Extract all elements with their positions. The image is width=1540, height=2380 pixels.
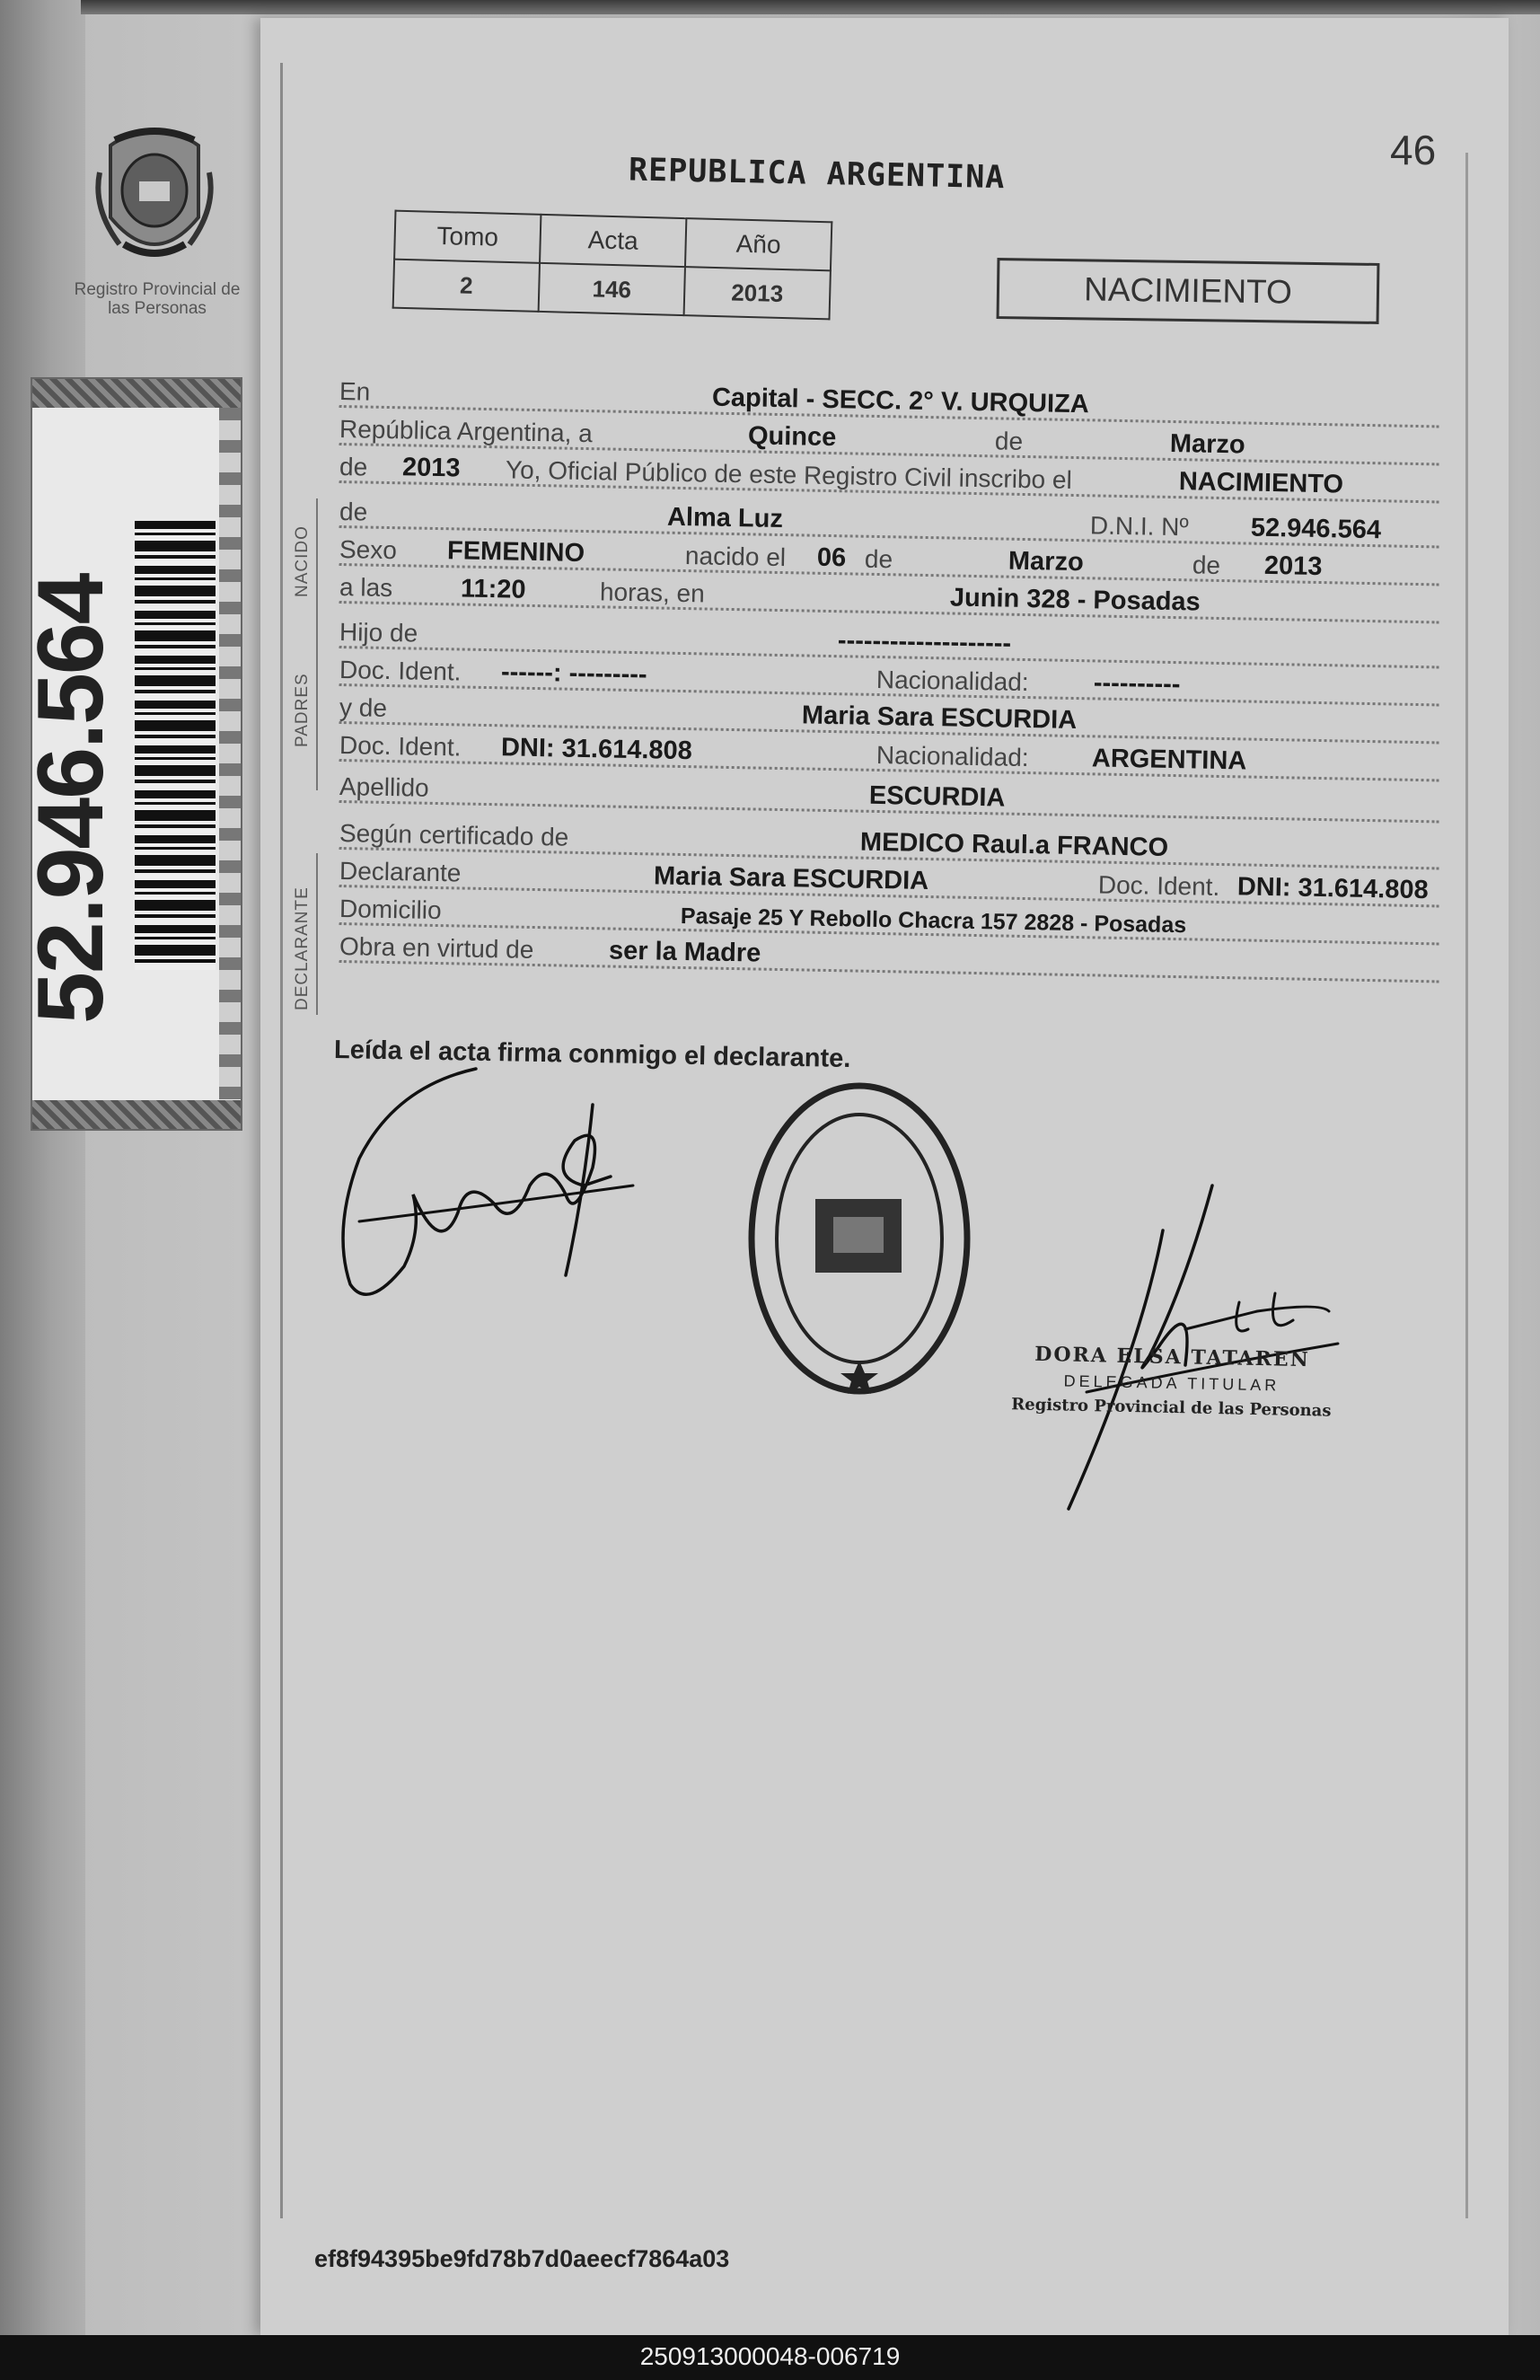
label-declarante: Declarante (339, 857, 462, 887)
section-label-nacido: NACIDO (293, 525, 312, 597)
value-birth-month: Marzo (1008, 546, 1085, 577)
ref-value-tomo: 2 (393, 260, 540, 312)
label-de: de (994, 427, 1024, 455)
value-mother-nationality: ARGENTINA (1091, 744, 1247, 776)
label-certificado: Según certificado de (339, 819, 569, 851)
value-birth-day: 06 (816, 542, 847, 573)
label-mother-nationality: Nacionalidad: (876, 740, 1029, 772)
value-father-doc: ------: --------- (500, 657, 647, 690)
label-y-de: y de (339, 693, 388, 722)
officer-role: DELEGADA TITULAR (1063, 1371, 1280, 1395)
label-sexo: Sexo (339, 535, 398, 565)
value-declarante: Maria Sara ESCURDIA (653, 861, 929, 896)
label-de-birth: de (864, 544, 893, 574)
section-label-declarante: DECLARANTE (293, 886, 312, 1010)
official-seal (744, 1073, 975, 1404)
closing-statement: Leída el acta firma conmigo el declarante. (333, 1035, 851, 1074)
label-de-year: de (339, 453, 368, 481)
value-year: 2013 (401, 453, 461, 483)
value-declarante-doc: DNI: 31.614.808 (1236, 872, 1429, 905)
label-hijo-de: Hijo de (339, 618, 418, 648)
value-month-word: Marzo (1169, 428, 1245, 460)
value-mother: Maria Sara ESCURDIA (801, 701, 1078, 736)
declarant-signature (323, 1051, 647, 1320)
document-id: 250913000048-006719 (639, 2342, 901, 2370)
label-a-las: a las (339, 573, 393, 603)
ref-value-acta: 146 (539, 263, 685, 315)
label-horas: horas, en (599, 577, 706, 608)
label-declarante-doc: Doc. Ident. (1097, 870, 1220, 901)
label-republica: República Argentina, a (339, 415, 594, 448)
page-number: 46 (1390, 127, 1437, 173)
document-hash: ef8f94395be9fd78b7d0aeecf7864a03 (314, 2245, 730, 2272)
ref-header-anio: Año (685, 218, 832, 270)
label-de-birth-year: de (1192, 551, 1221, 579)
officer-text: Yo, Oficial Público de este Registro Civil inscribo el (505, 455, 1073, 494)
value-name: Alma Luz (666, 502, 784, 534)
label-obra: Obra en virtud de (339, 932, 534, 964)
label-de-name: de (339, 498, 368, 526)
value-obra: ser la Madre (608, 936, 761, 968)
value-certificado: MEDICO Raul.a FRANCO (859, 827, 1169, 862)
value-place: Capital - SECC. 2° V. URQUIZA (711, 383, 1090, 419)
value-apellido: ESCURDIA (868, 780, 1006, 813)
value-inscribe-type: NACIMIENTO (1178, 467, 1344, 499)
barcode-number: 52.946.564 (19, 574, 123, 1024)
label-dni: D.N.I. Nº (1089, 511, 1189, 542)
record-type-box: NACIMIENTO (997, 258, 1380, 324)
label-domicilio: Domicilio (339, 895, 442, 925)
value-birth-time: 11:20 (460, 574, 526, 604)
officer-name: DORA ELSA TATAREN (1034, 1342, 1311, 1372)
ref-value-anio: 2013 (684, 267, 831, 319)
value-father-nationality: ---------- (1093, 668, 1181, 700)
label-en: En (339, 377, 371, 406)
value-mother-doc: DNI: 31.614.808 (500, 733, 693, 766)
officer-organization: Registro Provincial de las Personas (1011, 1395, 1332, 1421)
document-title: REPUBLICA ARGENTINA (628, 152, 1006, 197)
label-mother-doc: Doc. Ident. (339, 731, 462, 762)
label-father-nationality: Nacionalidad: (876, 665, 1029, 697)
value-father: -------------------- (837, 626, 1012, 658)
value-sexo: FEMENINO (446, 536, 585, 569)
ref-header-tomo: Tomo (394, 211, 541, 263)
label-father-doc: Doc. Ident. (339, 656, 462, 686)
officer-stamp (982, 1342, 1361, 1422)
label-apellido: Apellido (339, 772, 429, 802)
ref-header-acta: Acta (540, 215, 686, 267)
section-label-padres: PADRES (293, 673, 312, 747)
value-domicilio: Pasaje 25 Y Rebollo Chacra 157 2828 - Posadas (680, 903, 1187, 939)
registry-name: Registro Provincial de las Personas (74, 280, 241, 318)
label-nacido-el: nacido el (684, 542, 787, 572)
value-birth-place: Junin 328 - Posadas (949, 583, 1201, 617)
value-dni: 52.946.564 (1250, 513, 1382, 545)
value-birth-year: 2013 (1263, 551, 1323, 582)
value-day-word: Quince (747, 421, 837, 453)
